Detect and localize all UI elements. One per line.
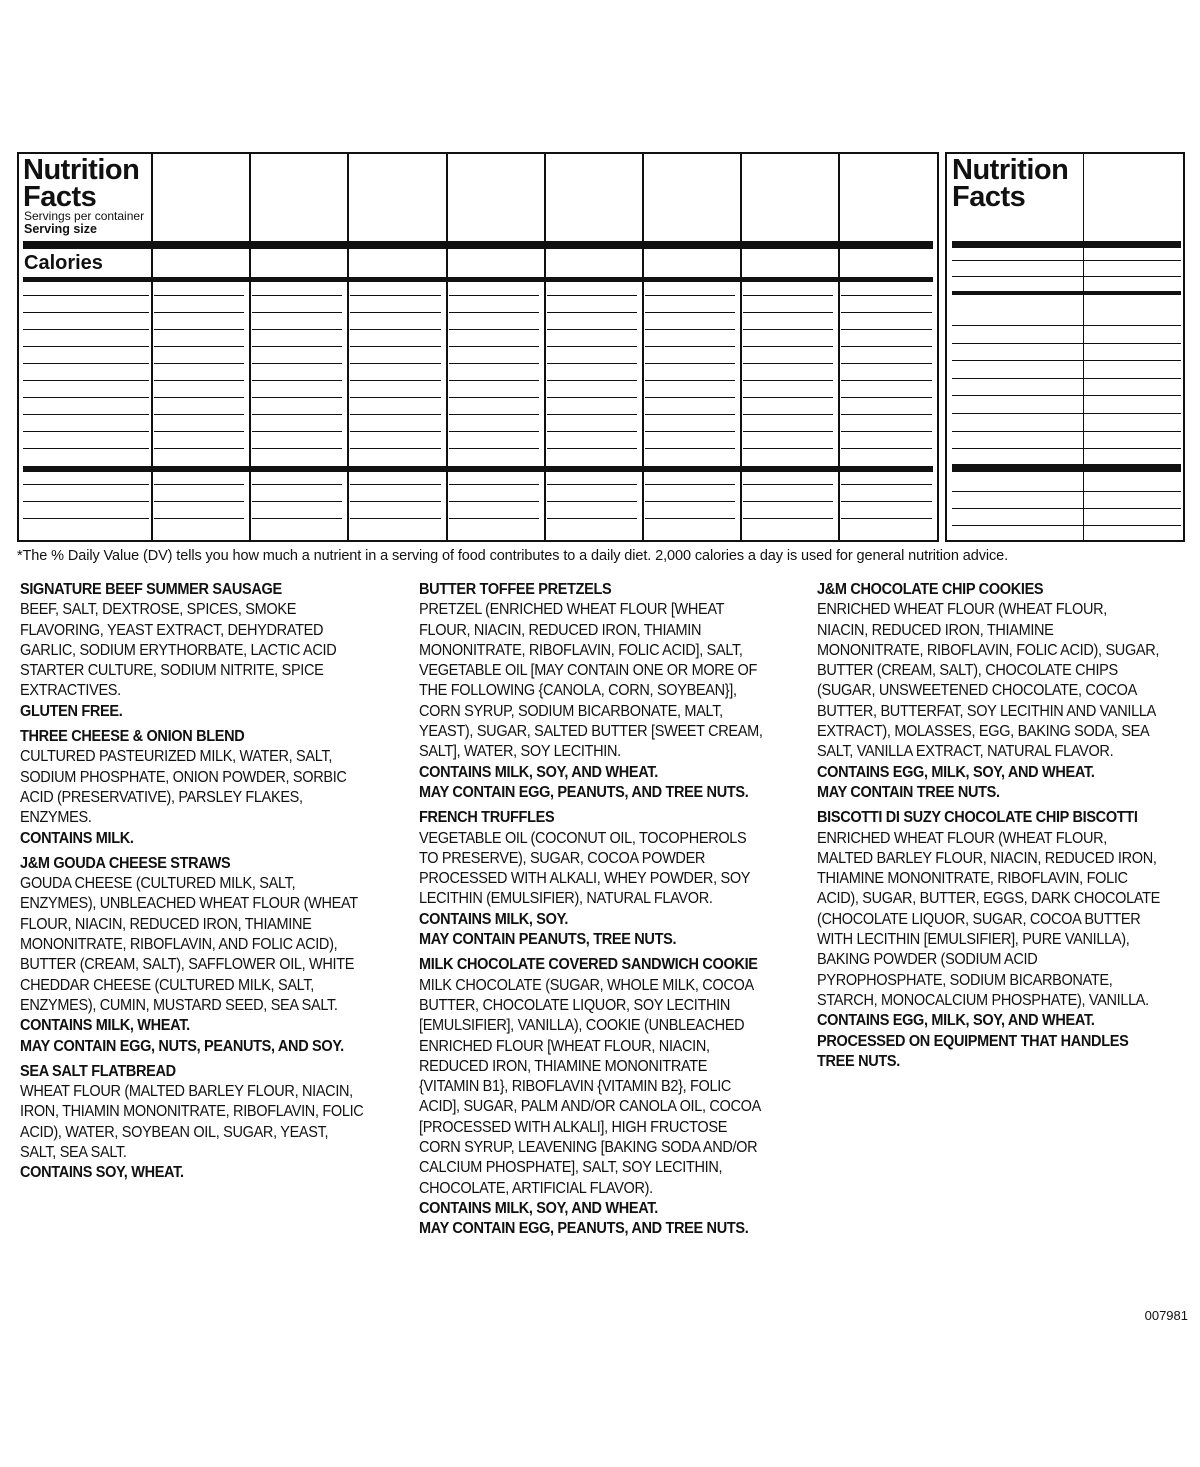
row-divider [154, 346, 244, 347]
row-divider [547, 380, 637, 381]
row-divider [645, 448, 735, 449]
row-divider [547, 484, 637, 485]
ingredient-group [419, 580, 763, 803]
row-divider [350, 448, 440, 449]
row-divider [23, 484, 149, 485]
row-divider [645, 414, 735, 415]
row-divider [154, 363, 244, 364]
row-divider [252, 414, 342, 415]
side-bar-2 [952, 291, 1181, 295]
side-divider [952, 508, 1181, 509]
row-divider [154, 501, 244, 502]
row-divider [154, 380, 244, 381]
allergen-statement: CONTAINS MILK. [20, 829, 134, 847]
row-divider [252, 448, 342, 449]
row-divider [350, 414, 440, 415]
bar-thick-2 [23, 277, 933, 282]
nutrition-facts-side-panel [945, 152, 1185, 542]
ingredient-group [20, 727, 364, 849]
allergen-statement: MAY CONTAIN PEANUTS, TREE NUTS. [419, 931, 677, 949]
row-divider [350, 295, 440, 296]
row-divider [350, 431, 440, 432]
ingredient-group [20, 1062, 364, 1184]
row-divider [252, 295, 342, 296]
row-divider [23, 312, 149, 313]
allergen-statement: MAY CONTAIN EGG, PEANUTS, AND TREE NUTS. [419, 1220, 749, 1238]
allergen-statement: CONTAINS EGG, MILK, SOY, AND WHEAT. [817, 763, 1095, 781]
row-divider [449, 431, 539, 432]
allergen-statement: CONTAINS EGG, MILK, SOY, AND WHEAT. [817, 1012, 1095, 1030]
row-divider [841, 518, 931, 519]
column-separator [446, 154, 448, 540]
row-divider [645, 431, 735, 432]
row-divider [350, 363, 440, 364]
row-divider [743, 431, 833, 432]
ingredient-group [817, 808, 1161, 1072]
row-divider [23, 501, 149, 502]
ingredient-title: SIGNATURE BEEF SUMMER SAUSAGE [20, 581, 282, 598]
side-divider [952, 525, 1181, 526]
row-divider [449, 414, 539, 415]
row-divider [841, 346, 931, 347]
row-divider [743, 484, 833, 485]
row-divider [154, 431, 244, 432]
row-divider [841, 431, 931, 432]
row-divider [350, 501, 440, 502]
row-divider [841, 329, 931, 330]
side-divider [952, 343, 1181, 344]
allergen-statement: MAY CONTAIN EGG, PEANUTS, AND TREE NUTS. [419, 783, 749, 801]
ingredient-list: GOUDA CHEESE (CULTURED MILK, SALT, ENZYMES), UNBLEACHED WHEAT FLOUR (WHEAT FLOUR, NIACIN, REDUCED IRON, THIAMINE MONONITRATE, RIBOFLAVIN, AND FOLIC ACID), BUTTER (CREAM, SALT), SAFFLOWER OIL, WHITE CHEDDAR CHEESE (CULTURED MILK, SALT, ENZYMES), CUMIN, MUSTARD SEED, SEA SALT. [20, 875, 358, 1014]
row-divider [743, 448, 833, 449]
ingredients-column-2 [419, 580, 763, 1245]
allergen-statement: CONTAINS MILK, WHEAT. [20, 1017, 190, 1035]
row-divider [449, 484, 539, 485]
row-divider [841, 501, 931, 502]
column-separator [740, 154, 742, 540]
daily-value-footnote: *The % Daily Value (DV) tells you how much a nutrient in a serving of food contributes to a daily diet. 2,000 calories a day is used for general nutrition advice. [17, 548, 1009, 564]
row-divider [841, 295, 931, 296]
product-code: 007981 [1144, 1308, 1188, 1323]
row-divider [449, 295, 539, 296]
row-divider [743, 518, 833, 519]
row-divider [645, 518, 735, 519]
row-divider [645, 363, 735, 364]
row-divider [154, 414, 244, 415]
row-divider [645, 380, 735, 381]
column-separator [544, 154, 546, 540]
row-divider [23, 414, 149, 415]
row-divider [350, 518, 440, 519]
row-divider [645, 484, 735, 485]
side-divider [952, 360, 1181, 361]
nutrition-facts-main-panel [17, 152, 939, 542]
row-divider [154, 484, 244, 485]
ingredient-title: J&M GOUDA CHEESE STRAWS [20, 854, 231, 872]
row-divider [547, 518, 637, 519]
row-divider [350, 380, 440, 381]
row-divider [743, 380, 833, 381]
row-divider [154, 295, 244, 296]
row-divider [252, 312, 342, 313]
ingredient-list: PRETZEL (ENRICHED WHEAT FLOUR [WHEAT FLOUR, NIACIN, REDUCED IRON, THIAMIN MONONITRATE, RIBOFLAVIN, FOLIC ACID], SALT, VEGETABLE OIL [MAY CONTAIN ONE OR MORE OF THE FOLLOWING {CANOLA, CORN, SOYBEAN}], CORN SYRUP, SODIUM BICARBONATE, MALT, YEAST), SUGAR, SALTED BUTTER [SWEET CREAM, SALT], WATER, SOY LECITHIN. [419, 601, 763, 761]
row-divider [449, 312, 539, 313]
row-divider [547, 448, 637, 449]
allergen-statement: GLUTEN FREE. [20, 702, 123, 720]
nutrition-facts-heading: Nutrition Facts [23, 154, 140, 213]
row-divider [743, 363, 833, 364]
ingredient-title: SEA SALT FLATBREAD [20, 1062, 176, 1080]
row-divider [841, 484, 931, 485]
row-divider [449, 448, 539, 449]
ingredient-title: THREE CHEESE & ONION BLEND [20, 728, 245, 746]
allergen-statement: CONTAINS MILK, SOY. [419, 910, 569, 928]
row-divider [547, 346, 637, 347]
ingredients-column-1 [20, 580, 364, 1189]
row-divider [547, 295, 637, 296]
serving-size-label: Serving size [24, 222, 97, 236]
row-divider [154, 518, 244, 519]
side-divider [952, 325, 1181, 326]
ingredient-list: ENRICHED WHEAT FLOUR (WHEAT FLOUR, MALTED BARLEY FLOUR, NIACIN, REDUCED IRON, THIAMINE MONONITRATE, RIBOFLAVIN, FOLIC ACID), SUGAR, BUTTER, EGGS, DARK CHOCOLATE (CHOCOLATE LIQUOR, SUGAR, COCOA BUTTER WITH LECITHIN [EMULSIFIER], PURE VANILLA), BAKING POWDER (SODIUM ACID PYROPHOSPHATE, SODIUM BICARBONATE, STARCH, MONOCALCIUM PHOSPHATE), VANILLA. [817, 829, 1161, 1009]
row-divider [252, 484, 342, 485]
row-divider [154, 448, 244, 449]
row-divider [350, 329, 440, 330]
ingredient-list: MILK CHOCOLATE (SUGAR, WHOLE MILK, COCOA BUTTER, CHOCOLATE LIQUOR, SOY LECITHIN [EMULSIFIER], VANILLA), COOKIE (UNBLEACHED ENRICHED FLOUR [WHEAT FLOUR, NIACIN, REDUCED IRON, THIAMINE MONONITRATE {VITAMIN B1}, RIBOFLAVIN {VITAMIN B2}, FOLIC ACID], SUGAR, PALM AND/OR CANOLA OIL, COCOA [PROCESSED WITH ALKALI], HIGH FRUCTOSE CORN SYRUP, LEAVENING [BAKING SODA AND/OR CALCIUM PHOSPHATE], SALT, SOY LECITHIN, CHOCOLATE, ARTIFICIAL FLAVOR). [419, 976, 761, 1197]
row-divider [252, 501, 342, 502]
row-divider [743, 312, 833, 313]
row-divider [743, 295, 833, 296]
row-divider [252, 346, 342, 347]
side-separator [1083, 154, 1084, 540]
row-divider [449, 397, 539, 398]
allergen-statement: CONTAINS SOY, WHEAT. [20, 1164, 184, 1182]
ingredient-group [20, 580, 364, 722]
row-divider [645, 346, 735, 347]
side-divider [952, 491, 1181, 492]
row-divider [154, 312, 244, 313]
ingredient-title: J&M CHOCOLATE CHIP COOKIES [817, 581, 1044, 598]
ingredients-column-3 [817, 580, 1161, 1077]
row-divider [547, 431, 637, 432]
ingredient-group [20, 854, 364, 1057]
row-divider [449, 329, 539, 330]
row-divider [23, 295, 149, 296]
row-divider [449, 363, 539, 364]
row-divider [23, 380, 149, 381]
side-divider [952, 448, 1181, 449]
side-bar-1 [952, 241, 1181, 248]
row-divider [252, 518, 342, 519]
ingredient-list: BEEF, SALT, DEXTROSE, SPICES, SMOKE FLAVORING, YEAST EXTRACT, DEHYDRATED GARLIC, SODIUM ERYTHORBATE, LACTIC ACID STARTER CULTURE, SODIUM NITRITE, SPICE EXTRACTIVES. [20, 601, 337, 700]
allergen-statement: PROCESSED ON EQUIPMENT THAT HANDLES TREE NUTS. [817, 1032, 1129, 1070]
row-divider [743, 414, 833, 415]
allergen-statement: CONTAINS MILK, SOY, AND WHEAT. [419, 1199, 658, 1217]
column-separator [347, 154, 349, 540]
row-divider [841, 448, 931, 449]
row-divider [350, 397, 440, 398]
ingredient-list: CULTURED PASTEURIZED MILK, WATER, SALT, SODIUM PHOSPHATE, ONION POWDER, SORBIC ACID (PRESERVATIVE), PARSLEY FLAKES, ENZYMES. [20, 748, 347, 827]
bar-thick-1 [23, 241, 933, 249]
row-divider [841, 380, 931, 381]
side-divider [952, 395, 1181, 396]
row-divider [23, 363, 149, 364]
row-divider [23, 518, 149, 519]
allergen-statement: MAY CONTAIN EGG, NUTS, PEANUTS, AND SOY. [20, 1037, 344, 1055]
row-divider [547, 397, 637, 398]
row-divider [841, 397, 931, 398]
row-divider [645, 501, 735, 502]
side-divider [952, 378, 1181, 379]
side-divider [952, 276, 1181, 277]
row-divider [252, 363, 342, 364]
row-divider [547, 329, 637, 330]
row-divider [449, 518, 539, 519]
row-divider [841, 312, 931, 313]
ingredient-title: BISCOTTI DI SUZY CHOCOLATE CHIP BISCOTTI [817, 809, 1138, 827]
row-divider [154, 329, 244, 330]
row-divider [23, 448, 149, 449]
side-bar-3 [952, 464, 1181, 472]
row-divider [743, 346, 833, 347]
ingredient-title: BUTTER TOFFEE PRETZELS [419, 581, 612, 598]
row-divider [841, 363, 931, 364]
row-divider [154, 397, 244, 398]
ingredient-group [419, 808, 763, 950]
servings-per-container-label: Servings per container [24, 209, 145, 223]
row-divider [547, 414, 637, 415]
row-divider [449, 346, 539, 347]
bar-thick-3 [23, 466, 933, 472]
column-separator [151, 154, 153, 540]
row-divider [350, 346, 440, 347]
side-nutrition-facts-heading: Nutrition Facts [952, 154, 1069, 213]
column-separator [642, 154, 644, 540]
row-divider [645, 295, 735, 296]
row-divider [350, 484, 440, 485]
ingredient-group [419, 955, 763, 1239]
calories-label: Calories [24, 252, 103, 274]
row-divider [645, 312, 735, 313]
side-divider [952, 431, 1181, 432]
row-divider [547, 312, 637, 313]
side-divider [952, 260, 1181, 261]
column-separator [249, 154, 251, 540]
ingredient-list: WHEAT FLOUR (MALTED BARLEY FLOUR, NIACIN, IRON, THIAMIN MONONITRATE, RIBOFLAVIN, FOLIC ACID), WATER, SOYBEAN OIL, SUGAR, YEAST, SALT, SEA SALT. [20, 1083, 364, 1162]
row-divider [743, 501, 833, 502]
allergen-statement: CONTAINS MILK, SOY, AND WHEAT. [419, 763, 658, 781]
row-divider [547, 363, 637, 364]
row-divider [743, 397, 833, 398]
row-divider [252, 397, 342, 398]
row-divider [449, 501, 539, 502]
row-divider [547, 501, 637, 502]
row-divider [252, 329, 342, 330]
row-divider [841, 414, 931, 415]
row-divider [23, 346, 149, 347]
ingredient-group [817, 580, 1161, 803]
row-divider [449, 380, 539, 381]
ingredient-title: FRENCH TRUFFLES [419, 809, 555, 827]
row-divider [252, 431, 342, 432]
row-divider [645, 329, 735, 330]
row-divider [645, 397, 735, 398]
row-divider [23, 329, 149, 330]
ingredient-list: ENRICHED WHEAT FLOUR (WHEAT FLOUR, NIACIN, REDUCED IRON, THIAMINE MONONITRATE, RIBOFLAVIN, FOLIC ACID), SUGAR, BUTTER (CREAM, SALT), CHOCOLATE CHIPS (SUGAR, UNSWEETENED CHOCOLATE, COCOA BUTTER, BUTTERFAT, SOY LECITHIN AND VANILLA EXTRACT), MOLASSES, EGG, BAKING SODA, SEA SALT, VANILLA EXTRACT, NATURAL FLAVOR. [817, 601, 1160, 761]
ingredient-title: MILK CHOCOLATE COVERED SANDWICH COOKIE [419, 956, 758, 974]
row-divider [252, 380, 342, 381]
row-divider [23, 431, 149, 432]
side-divider [952, 413, 1181, 414]
allergen-statement: MAY CONTAIN TREE NUTS. [817, 783, 1000, 801]
column-separator [838, 154, 840, 540]
row-divider [23, 397, 149, 398]
ingredient-list: VEGETABLE OIL (COCONUT OIL, TOCOPHEROLS TO PRESERVE), SUGAR, COCOA POWDER PROCESSED WITH ALKALI, WHEY POWDER, SOY LECITHIN (EMULSIFIER), NATURAL FLAVOR. [419, 829, 750, 908]
row-divider [743, 329, 833, 330]
row-divider [350, 312, 440, 313]
